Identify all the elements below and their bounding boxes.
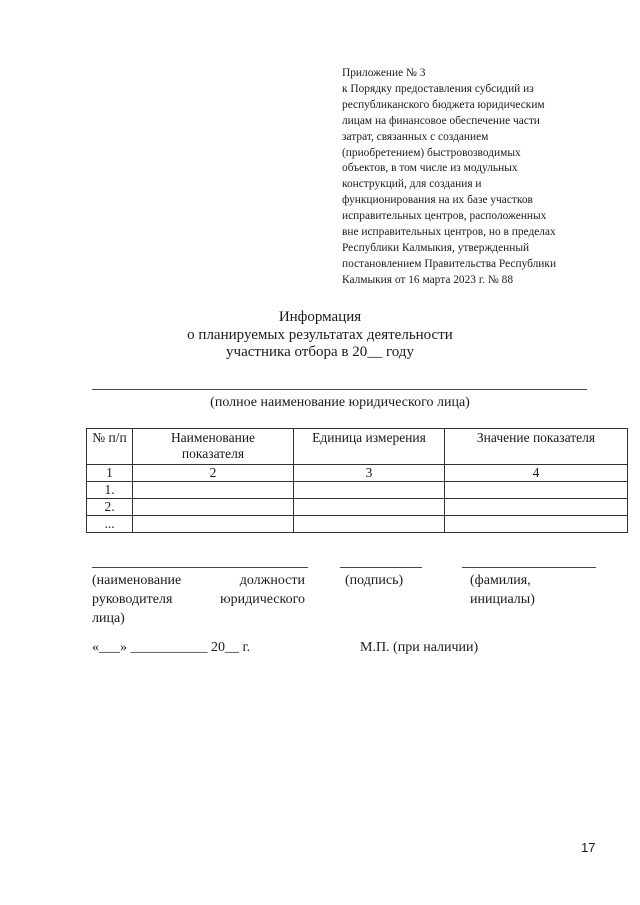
appendix-line: постановлением Правительства Республики [342, 257, 557, 270]
entity-name-caption: (полное наименование юридического лица) [210, 395, 470, 410]
signature-caption: (подпись) [345, 573, 404, 588]
appendix-line: объектов, в том числе из модульных [342, 162, 518, 175]
position-caption-word: юридического [220, 592, 305, 607]
position-blank-line [92, 567, 308, 568]
table-row [87, 465, 628, 482]
cell [133, 516, 294, 533]
cell [294, 482, 445, 499]
cell: ... [87, 516, 133, 533]
title-line-3: участника отбора в 20__ году [226, 344, 414, 360]
appendix-line: вне исправительных центров, но в пределах [342, 226, 556, 239]
table-row [87, 482, 628, 499]
header-number: № п/п [87, 429, 133, 465]
appendix-line: Калмыкия от 16 марта 2023 г. № 88 [342, 273, 514, 286]
cell: 4 [445, 465, 628, 482]
table-row [87, 499, 628, 516]
title-line-1: Информация [278, 309, 362, 325]
table-header-row [87, 429, 628, 465]
entity-name-blank-line [92, 389, 587, 390]
cell: 1. [87, 482, 133, 499]
cell [133, 499, 294, 516]
cell: 3 [294, 465, 445, 482]
cell [445, 482, 628, 499]
appendix-line: к Порядку предоставления субсидий из [342, 82, 534, 95]
title-line-2: о планируемых результатах деятельности [187, 326, 453, 343]
signature-blank-line [340, 567, 422, 568]
page-number: 17 [581, 840, 596, 855]
header-indicator-name: Наименование показателя [133, 429, 294, 465]
header-value: Значение показателя [445, 429, 628, 465]
position-caption-word: (наименование [92, 573, 182, 588]
cell [445, 499, 628, 516]
appendix-line: исправительных центров, расположенных [342, 210, 547, 223]
position-caption-word: лица) [92, 611, 125, 626]
stamp-line: М.П. (при наличии) [360, 640, 479, 655]
name-caption-line-1: (фамилия, [470, 573, 531, 588]
table-row [87, 516, 628, 533]
cell [294, 499, 445, 516]
header-unit: Единица измерения [294, 429, 445, 465]
appendix-line: Приложение № 3 [342, 67, 426, 79]
cell [133, 482, 294, 499]
appendix-block [342, 66, 592, 289]
appendix-line: затрат, связанных с созданием [342, 130, 489, 143]
position-caption-word: руководителя [92, 592, 173, 607]
appendix-line: республиканского бюджета юридическим [342, 98, 545, 111]
position-caption [92, 571, 305, 628]
cell [445, 516, 628, 533]
full-name-blank-line [462, 567, 596, 568]
appendix-line: (приобретением) быстровозводимых [342, 146, 521, 159]
appendix-line: Республики Калмыкия, утвержденный [342, 241, 530, 254]
appendix-line: функционирования на их базе участков [342, 194, 533, 207]
appendix-line: конструкций, для создания и [342, 178, 482, 191]
cell: 1 [87, 465, 133, 482]
document-title [0, 309, 640, 362]
cell: 2. [87, 499, 133, 516]
cell: 2 [133, 465, 294, 482]
position-caption-word: должности [239, 573, 305, 588]
cell [294, 516, 445, 533]
date-line: «___» ___________ 20__ г. [92, 640, 251, 655]
appendix-line: лицам на финансовое обеспечение части [342, 114, 540, 127]
name-caption-line-2: инициалы) [470, 592, 535, 607]
indicators-table [86, 428, 628, 533]
